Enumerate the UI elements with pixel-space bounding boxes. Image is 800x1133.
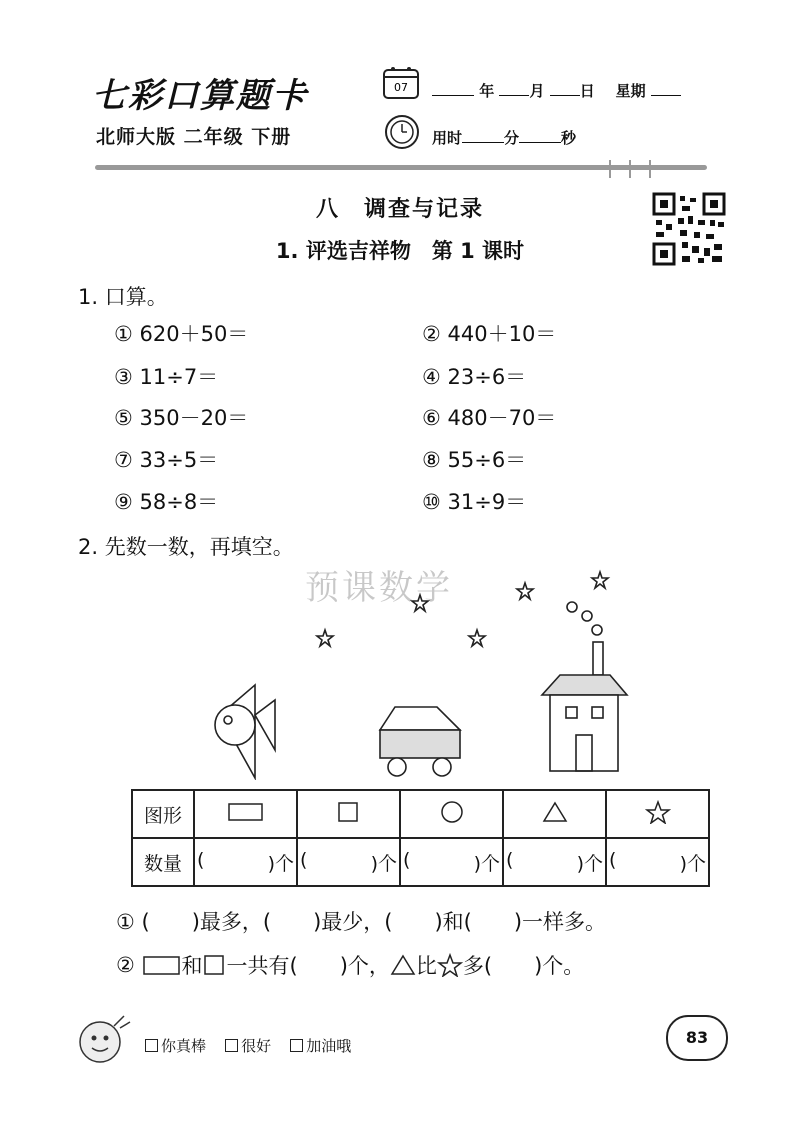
date-row — [432, 80, 681, 101]
eval-option[interactable]: 很好 — [225, 1037, 271, 1055]
month-label: 月 — [529, 82, 545, 100]
table-row — [132, 838, 709, 886]
calc-item: ⑨ 58÷8＝ — [114, 490, 219, 514]
mascot-icon — [70, 1008, 134, 1072]
calc-item: ② 440＋10＝ — [422, 322, 557, 346]
time-row — [432, 127, 576, 148]
fill-text: 和 — [181, 954, 203, 978]
edition-label: 北师大版 二年级 下册 — [96, 126, 292, 148]
calendar-icon — [382, 64, 422, 102]
question-1-heading: 1. 口算。 — [78, 285, 168, 309]
row-label-count: 数量 — [132, 838, 194, 886]
fill-line-1 — [116, 906, 606, 936]
page-number: 83 — [666, 1015, 728, 1061]
month-blank[interactable] — [499, 81, 529, 96]
calc-item: ⑤ 350－20＝ — [114, 406, 249, 430]
triangle-icon — [390, 954, 416, 976]
fill-text: 比 — [415, 954, 437, 978]
item-number: ② — [116, 953, 135, 977]
star-icon — [317, 630, 333, 646]
shapes-picture — [200, 565, 640, 780]
car-wheel-circle — [433, 758, 451, 776]
checkbox-icon — [145, 1039, 158, 1052]
day-blank[interactable] — [550, 81, 580, 96]
house-wall-rectangle — [550, 695, 618, 771]
car-body-rectangle — [380, 730, 460, 758]
calc-item: ⑧ 55÷6＝ — [422, 448, 527, 472]
time-label: 用时 — [432, 129, 463, 147]
clock-icon — [382, 112, 422, 152]
star-icon — [592, 572, 608, 588]
star-icon — [469, 630, 485, 646]
item-number: ① — [116, 910, 135, 934]
checkbox-icon — [225, 1039, 238, 1052]
calendar-day: 07 — [394, 81, 408, 94]
day-label: 日 — [579, 82, 595, 100]
weekday-label: 星期 — [615, 82, 646, 100]
lesson-title: 1. 评选吉祥物 第 1 课时 — [275, 239, 525, 263]
smoke-circle — [567, 602, 577, 612]
star-icon — [645, 800, 671, 824]
star-icon — [412, 595, 428, 611]
calc-item: ① 620＋50＝ — [114, 322, 249, 346]
count-cell[interactable]: ( )个 — [400, 838, 503, 886]
seconds-blank[interactable] — [519, 128, 561, 143]
fill-text: 一共有( )个， — [226, 954, 390, 978]
calc-item: ⑥ 480－70＝ — [422, 406, 557, 430]
fish-body-circle — [215, 705, 255, 745]
divider-dots-icon — [600, 158, 660, 180]
year-label: 年 — [479, 82, 495, 100]
checkbox-icon — [290, 1039, 303, 1052]
house-roof-trapezoid — [542, 675, 627, 695]
chimney-rectangle — [593, 642, 603, 675]
car-wheel-circle — [388, 758, 406, 776]
weekday-blank[interactable] — [651, 81, 681, 96]
square-icon — [337, 801, 361, 823]
star-icon — [517, 583, 533, 599]
eval-option[interactable]: 加油哦 — [290, 1037, 351, 1055]
eval-option[interactable]: 你真棒 — [145, 1037, 206, 1055]
count-cell[interactable]: ( )个 — [297, 838, 400, 886]
triangle-icon — [542, 801, 568, 823]
rectangle-icon — [142, 954, 182, 976]
star-icon — [437, 953, 463, 977]
watermark: 预课数学 — [305, 568, 453, 608]
unit-title: 八 调查与记录 — [315, 197, 484, 222]
rectangle-icon — [228, 801, 264, 823]
seconds-label: 秒 — [561, 129, 577, 147]
car-roof-trapezoid — [380, 707, 460, 730]
count-cell[interactable]: ( )个 — [194, 838, 297, 886]
smoke-circle — [582, 611, 592, 621]
minutes-label: 分 — [504, 129, 520, 147]
calc-item: ③ 11÷7＝ — [114, 365, 219, 389]
calc-item: ⑩ 31÷9＝ — [422, 490, 527, 514]
circle-icon — [440, 800, 464, 824]
count-cell[interactable]: ( )个 — [606, 838, 709, 886]
row-label-shapes: 图形 — [132, 790, 194, 838]
self-evaluation — [145, 1035, 351, 1056]
count-cell[interactable]: ( )个 — [503, 838, 606, 886]
minutes-blank[interactable] — [462, 128, 504, 143]
fill-text: 多( )个。 — [462, 954, 585, 978]
year-blank[interactable] — [432, 81, 474, 96]
calc-item: ⑦ 33÷5＝ — [114, 448, 219, 472]
calc-item: ④ 23÷6＝ — [422, 365, 527, 389]
shape-count-table — [131, 789, 710, 887]
square-icon — [203, 954, 227, 976]
smoke-circle — [592, 625, 602, 635]
fill-text: ( )最多，( )最少，( )和( )一样多。 — [141, 910, 607, 934]
fish-fin-triangle — [255, 700, 275, 750]
fill-line-2 — [116, 950, 584, 980]
brand-title: 七彩口算题卡 — [92, 76, 308, 116]
question-2-heading: 2. 先数一数，再填空。 — [78, 535, 294, 559]
table-row — [132, 790, 709, 838]
